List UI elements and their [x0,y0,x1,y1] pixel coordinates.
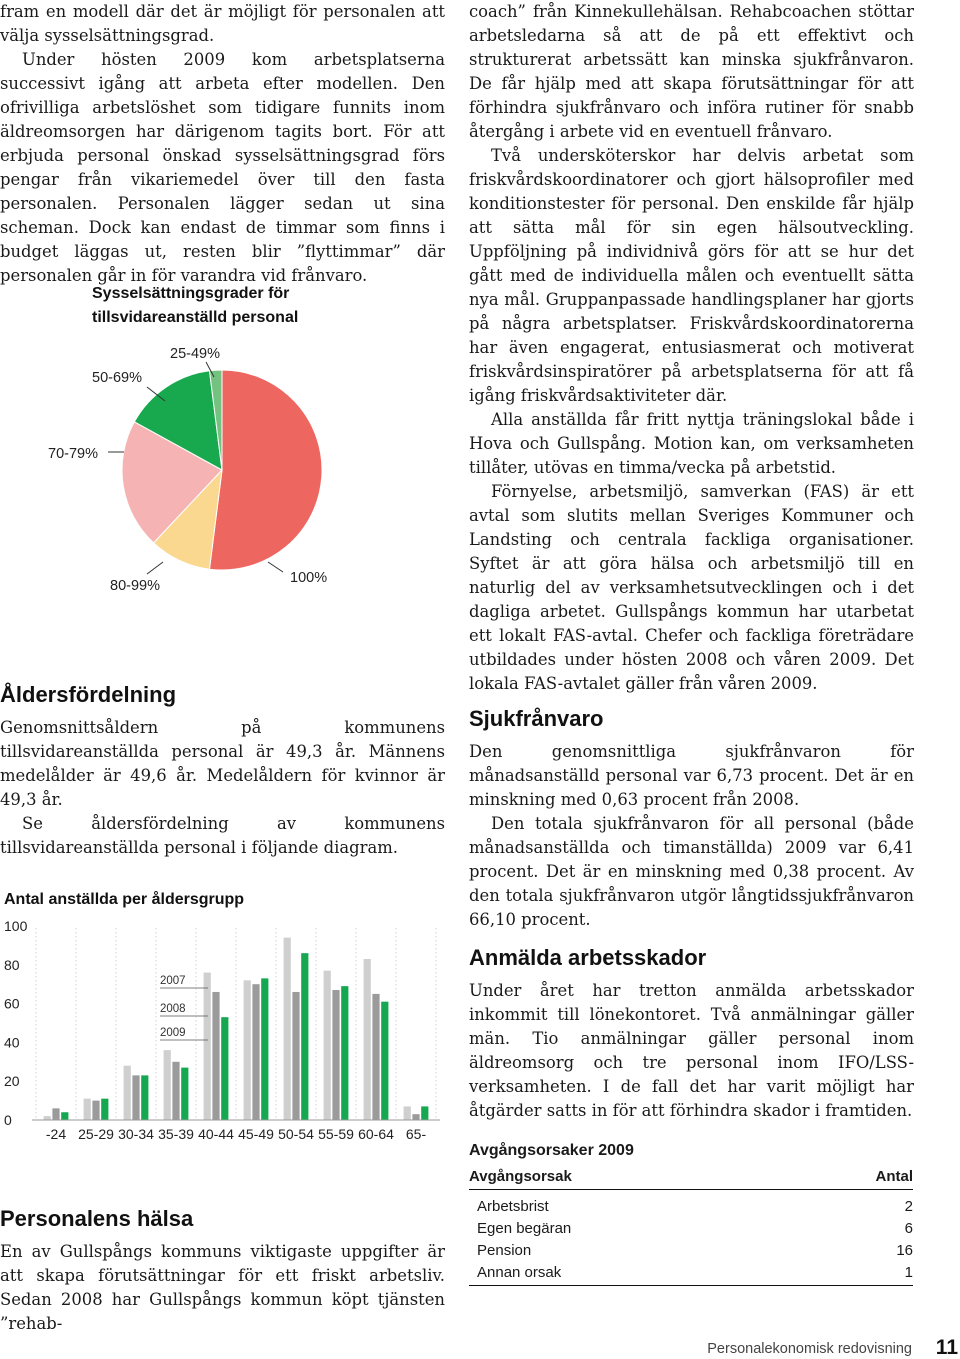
bar-y-tick-label: 100 [4,918,28,934]
bar-y-tick-label: 60 [4,995,20,1012]
bar [244,980,251,1120]
bar-x-tick-label: 45-49 [238,1126,274,1142]
bar [204,973,211,1120]
bar-x-tick-label: 35-39 [158,1126,194,1142]
bar [44,1116,51,1120]
sick-paragraph-2: Den totala sjukfrånvaron för all personal (både månadsanställda och timanställda) 2009 var 6,41 procent. Det är en minskning med 0,38 procent. Av den totala sjukfrånvaron utgör långtidssjukfrånvaron 66,10 procent. [469,814,914,929]
table-cell-count: 2 [904,1198,913,1215]
bar [292,992,299,1120]
bar-legend-label: 2009 [160,1027,186,1039]
right-paragraph-1: coach” från Kinnekullehälsan. Rehabcoachen stöttar arbetsledarna så att de på ett effektivt och strukturerat arbetssätt kan minska sjukfrånvaron. De får hjälp med att skapa förutsättningar för att förhindra sjukfrånvaro och införa rutiner för snabb återgång i arbete vid en eventuell frånvaro. [469,2,914,141]
sick-paragraph-1: Den genomsnittliga sjukfrånvaron för månadsanställd personal var 6,73 procent. Det är en minskning med 0,63 procent från 2008. [469,742,914,809]
pie-slice [209,370,322,570]
bar [404,1106,411,1120]
pie-label: 70-79% [48,446,98,462]
bar [181,1068,188,1120]
left-column [0,0,445,288]
intro-paragraph-2: Under hösten 2009 kom arbetsplatserna successivt igång att arbeta efter modellen. Den ofrivilliga arbetslöshet som tidigare funnits inom äldreomsorgen har därigenom tagits bort. För att erbjuda personal önskad sysselsättningsgrad förs pengar från vikariemedel över till den fasta personalen. Personalen lägger sedan ut sina scheman. Dock kan endast de timmar som finns i budget läggas ut, resten blir ”flyttimmar” där personalen går in för varandra vid frånvaro. [0,50,445,285]
page-number: 11 [935,1336,958,1359]
right-column [469,0,914,696]
bar [412,1114,419,1120]
pie-label: 50-69% [92,370,142,386]
bar [212,992,219,1120]
bar-y-tick-label: 40 [4,1034,20,1051]
table-cell-count: 6 [904,1220,913,1237]
bar-x-tick-label: 55-59 [318,1126,354,1142]
table-caption: Avgångsorsaker 2009 [469,1142,634,1159]
injury-heading: Anmälda arbetsskador [469,945,707,970]
bar [52,1108,59,1120]
bar-chart [0,886,445,1156]
table-cell-reason: Egen begäran [477,1220,572,1237]
table-row [469,1240,913,1262]
sick-section [469,706,914,932]
table-header-count: Antal [794,1164,913,1190]
bar-y-tick-label: 0 [4,1112,12,1128]
pie-chart-svg [0,300,445,620]
bar [301,953,308,1120]
table-header-reason: Avgångsorsak [469,1164,794,1190]
departure-table [469,1142,913,1286]
intro-paragraph-1: fram en modell där det är möjligt för personalen att välja sysselsättningsgrad. [0,2,445,45]
bar [261,978,268,1120]
bar [421,1106,428,1120]
health-section [0,1206,445,1336]
table-cell-count: 1 [794,1262,913,1286]
table-row [469,1190,913,1219]
right-paragraph-2: Två undersköterskor har delvis arbetat som friskvårdskoordinatorer och gjort hälsoprofiler med konditionstester för personal. Den enskilde får hjälp att sätta mål för sin egen hälsoutveckling. Uppföljning på individnivå görs för att se hur det gått med de individuella målen och eventuellt sätta nya mål. Gruppanpassade handlingsplaner har gjorts på några arbetsplatser. Friskvårdskoordinatorerna har även engagerat, entusiasmerat och motiverat friskvårdsinspiratörer på arbetsplatserna för att få igång friskvårdsaktiviteter där. [469,146,914,405]
bar [221,1017,228,1120]
bar [61,1112,68,1120]
bar [141,1075,148,1120]
bar-chart-title: Antal anställda per åldersgrupp [4,891,245,908]
bar [364,959,371,1120]
health-heading: Personalens hälsa [0,1206,194,1231]
bar-x-tick-label: 60-64 [358,1126,394,1142]
pie-leader-line [268,562,283,572]
bar [84,1099,91,1120]
page-footer [0,1336,960,1359]
bar-x-tick-label: 40-44 [198,1126,234,1142]
health-paragraph-1: En av Gullspångs kommuns viktigaste uppgifter är att skapa förutsättningar för ett friskt arbetsliv. Sedan 2008 har Gullspångs kommun köpt tjänsten ”rehab- [0,1242,445,1333]
footer-label: Personalekonomisk redovisning [707,1341,912,1357]
table-row [469,1218,913,1240]
bar-chart-svg [0,910,445,1160]
pie-label: 80-99% [110,578,160,594]
bar-legend-label: 2008 [160,1003,186,1015]
table-row [469,1262,913,1286]
intro-text [0,0,445,288]
bar [172,1062,179,1120]
bar [124,1066,131,1120]
age-paragraph-2: Se åldersfördelning av kommunens tillsvidareanställda personal i följande diagram. [0,814,445,857]
bar [164,1050,171,1120]
bar-x-tick-label: 65- [405,1126,427,1142]
pie-label: 100% [290,570,328,586]
bar [341,986,348,1120]
bar [381,1002,388,1120]
table-header-row [469,1164,913,1190]
bar [284,938,291,1120]
age-paragraph-1: Genomsnittsåldern på kommunens tillsvidareanställda personal är 49,3 år. Männens medelålder är 49,6 år. Medelåldern för kvinnor är 49,3 år. [0,718,445,809]
right-paragraph-4: Förnyelse, arbetsmiljö, samverkan (FAS) är ett avtal som slutits mellan Sveriges Kommuner och Landsting och centrala fackliga organisationer. Syftet är att göra hälsa och arbetsmiljö till en naturlig del av verksamhetsutvecklingen och i det dagliga arbetet. Gullspångs kommun har utarbetat ett lokalt FAS-avtal. Chefer och fackliga företrädare utbildades under hösten 2008 och våren 2009. Det lokala FAS-avtalet gäller från våren 2009. [469,482,914,693]
departure-table-grid [469,1164,913,1286]
pie-leader-line [147,562,163,574]
bar-legend-label: 2007 [160,975,186,987]
table-cell-reason: Annan orsak [469,1262,794,1286]
bar-y-tick-label: 20 [4,1073,20,1090]
injury-paragraph-1: Under året har tretton anmälda arbetsskador inkommit till lönekontoret. Två anmälningar gäller män. Tio anmälningar gäller personal inom äldreomsorg och tre personal inom IFO/LSS-verksamheten. I de fall det har varit möjligt har åtgärder satts in för att förhindra skador i framtiden. [469,981,914,1120]
bar [332,990,339,1120]
pie-label: 25-49% [170,346,220,362]
bar [132,1075,139,1120]
age-heading: Åldersfördelning [0,682,177,707]
bar-x-tick-label: 25-29 [78,1126,114,1142]
age-section [0,682,445,860]
bar [92,1101,99,1120]
bar [101,1099,108,1120]
bar [324,971,331,1120]
bar-y-tick-label: 80 [4,956,20,973]
right-paragraph-3: Alla anställda får fritt nyttja träningslokal både i Hova och Gullspång. Motion kan, om verksamheten tillåter, utövas en timma/vecka på arbetstid. [469,410,914,477]
bar [372,994,379,1120]
sick-heading: Sjukfrånvaro [469,706,604,731]
table-cell-reason: Pension [477,1242,532,1259]
pie-chart [0,280,445,620]
pie-chart-title: Sysselsättningsgrader för tillsvidareanställd personal [92,285,299,326]
bar-x-tick-label: -24 [45,1126,67,1142]
bar [252,984,259,1120]
table-cell-reason: Arbetsbrist [477,1198,549,1215]
bar-x-tick-label: 50-54 [278,1126,314,1142]
bar-x-tick-label: 30-34 [118,1126,154,1142]
injury-section [469,945,914,1123]
table-cell-count: 16 [896,1242,913,1259]
